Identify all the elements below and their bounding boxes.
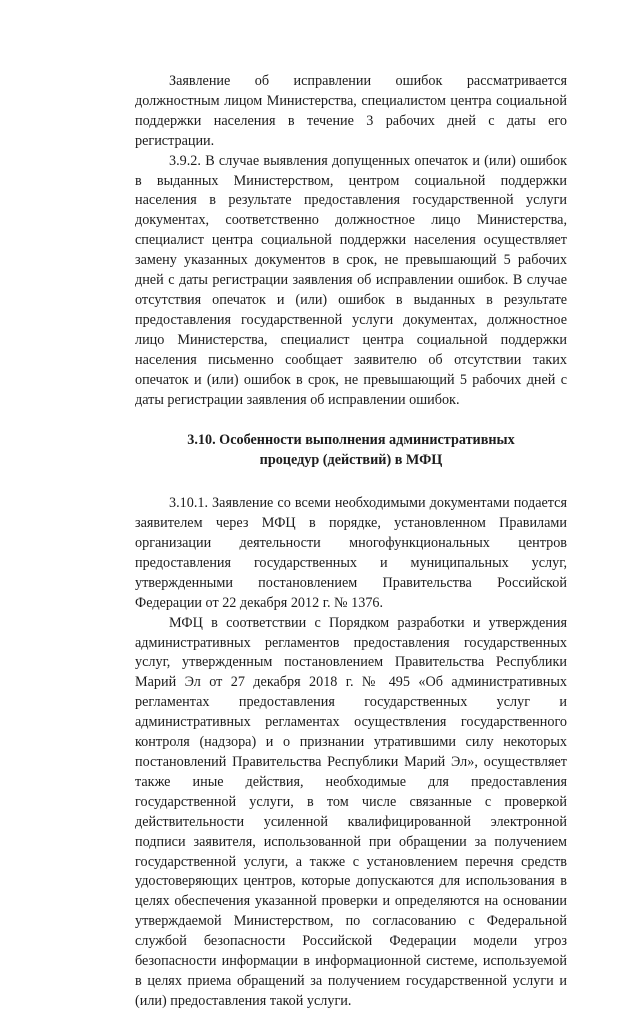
paragraph-3-9-2: 3.9.2. В случае выявления допущенных опечаток и (или) ошибок в выданных Министерством, центром социальной поддержки населения в результате предоставления государственной услуги документах, соответственно должностное лицо Министерства, специалист центра социальной поддержки населения осуществляет замену указанных документов в срок, не превышающий 5 рабочих дней с даты регистрации заявления об исправлении ошибок. В случае отсутствия опечаток и (или) ошибок в выданных в результате предоставления государственной услуги документах, должностное лицо Министерства, специалист центра социальной поддержки населения письменно сообщает заявителю об отсутствии таких опечаток и (или) ошибок в срок, не превышающий 5 рабочих дней с даты регистрации заявления об исправлении ошибок. bbox=[135, 152, 567, 408]
paragraph-3-10-1: 3.10.1. Заявление со всеми необходимыми документами подается заявителем через МФЦ в порядке, установленном Правилами организации деятельности многофункциональных центров предоставления государственных и муниципальных услуг, утвержденными постановлением Правительства Российской Федерации от 22 декабря 2012 г. № 1376. bbox=[135, 495, 567, 611]
section-heading-line1: 3.10. Особенности выполнения административных bbox=[187, 432, 515, 449]
section-heading-line2: процедур (действий) в МФЦ bbox=[259, 452, 443, 469]
document-page bbox=[135, 72, 567, 1012]
paragraph-error-review: Заявление об исправлении ошибок рассматривается должностным лицом Министерства, специалистом центра социальной поддержки населения в течение 3 рабочих дней с даты его регистрации. bbox=[135, 73, 567, 149]
section-heading bbox=[135, 431, 567, 471]
paragraph-mfc-actions: МФЦ в соответствии с Порядком разработки и утверждения административных регламентов предоставления государственных услуг, утвержденным постановлением Правительства Республики Марий Эл от 27 декабря 2018 г. № 495 «Об административных регламентах предоставления государственных услуг и административных регламентах осуществления государственного контроля (надзора) и о признании утратившими силу некоторых постановлений Правительства Республики Марий Эл», осуществляет также иные действия, необходимые для предоставления государственной услуги, в том числе связанные с проверкой действительности усиленной квалифицированной электронной подписи заявителя, использованной при обращении за получением государственной услуги, а также с установлением перечня средств удостоверяющих центров, которые допускаются для использования в целях обеспечения указанной проверки и определяются на основании утверждаемой Министерством, по согласованию с Федеральной службой безопасности Российской Федерации модели угроз безопасности информации в информационной системе, используемой в целях приема обращений за получением государственной услуги и (или) предоставления такой услуги. bbox=[135, 614, 567, 1009]
